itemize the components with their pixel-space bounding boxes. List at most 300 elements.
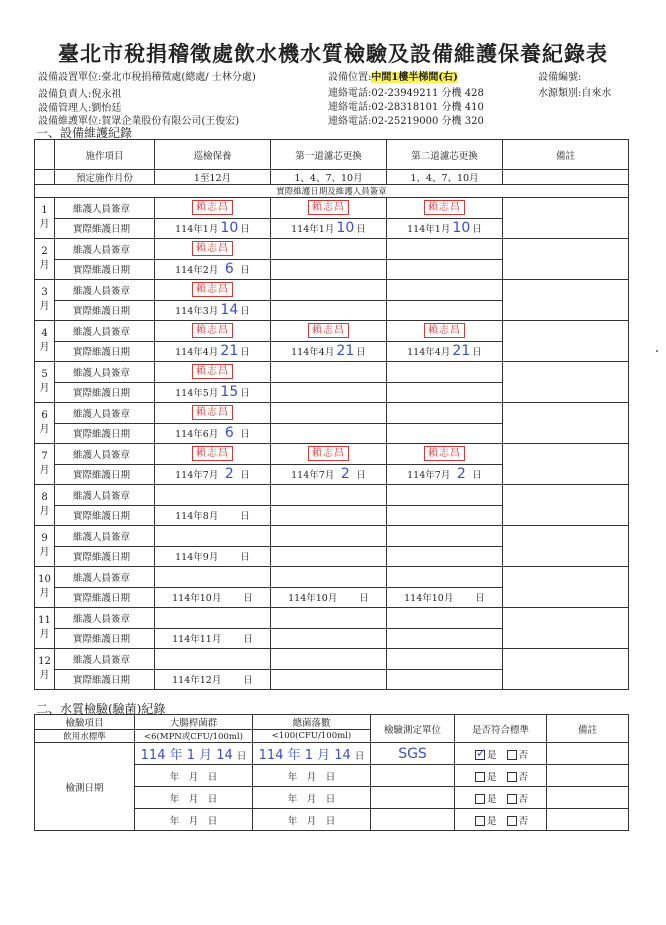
maint-header-1: 巡檢保養 <box>155 140 271 170</box>
date-cell <box>271 669 387 690</box>
sign-cell <box>387 485 503 506</box>
date-cell <box>271 218 387 239</box>
date-cell <box>155 259 271 280</box>
date-text: 114年9月 <box>175 552 219 564</box>
unit-info: 設備設置單位:臺北市稅捐稽徵處(總處/ 士林分處) <box>38 72 256 83</box>
test-date-cell <box>135 765 253 787</box>
maint-header-4: 備註 <box>503 140 629 170</box>
sign-row <box>35 567 629 588</box>
date-cell <box>271 259 387 280</box>
month-number: 2 <box>41 246 48 257</box>
month-unit: 月 <box>39 383 50 394</box>
day-unit: 日 <box>240 429 250 441</box>
schedule-row <box>35 170 629 185</box>
test-date: 年 月 日 <box>287 771 336 783</box>
sign-label: 維護人員簽章 <box>55 321 155 342</box>
date-label: 實際維護日期 <box>55 259 155 280</box>
sign-cell <box>271 362 387 383</box>
water-standard-2: <100(CFU/100ml) <box>253 730 371 743</box>
sign-row <box>35 280 629 301</box>
sign-label: 維護人員簽章 <box>55 403 155 424</box>
no-label: 否 <box>518 771 529 783</box>
phone-3: 連絡電話:02-25219000 分機 320 <box>328 116 484 127</box>
test-date: 年 月 日 <box>287 815 336 827</box>
day-unit: 日 <box>240 224 250 236</box>
date-label: 實際維護日期 <box>55 382 155 403</box>
month-cell <box>35 485 55 526</box>
date-text: 114年4月 <box>407 347 451 359</box>
sign-label: 維護人員簽章 <box>55 608 155 629</box>
month-number: 8 <box>41 492 48 503</box>
sign-cell <box>387 362 503 383</box>
date-text: 114年7月 <box>407 470 451 482</box>
handwritten-day: 2 <box>224 466 234 483</box>
month-unit: 月 <box>39 260 50 271</box>
schedule-label: 預定施作月份 <box>55 170 155 185</box>
day-unit: 日 <box>472 470 482 482</box>
no-checkbox[interactable] <box>507 816 517 826</box>
no-checkbox[interactable] <box>507 772 517 782</box>
date-cell <box>155 341 271 362</box>
sign-row <box>35 526 629 547</box>
sign-cell <box>271 321 387 342</box>
yes-checkbox[interactable] <box>475 816 485 826</box>
remark-cell <box>503 567 629 608</box>
sign-label: 維護人員簽章 <box>55 198 155 219</box>
signature-stamp: 賴志昌 <box>192 200 233 215</box>
remark-cell <box>503 321 629 362</box>
day-unit: 日 <box>472 347 482 359</box>
date-text: 114年8月 <box>175 511 219 523</box>
handwritten-day: 2 <box>456 466 466 483</box>
date-text: 114年11月 <box>172 634 222 646</box>
remark-cell <box>503 198 629 239</box>
date-cell <box>155 628 271 649</box>
sign-cell <box>271 526 387 547</box>
date-cell <box>387 300 503 321</box>
handwritten-day: 10 <box>336 220 355 237</box>
date-cell <box>155 546 271 567</box>
section-maintenance-title: 一、設備維護紀錄 <box>36 126 133 140</box>
owner-info: 設備負責人:倪永祖 <box>38 89 122 100</box>
sign-label: 維護人員簽章 <box>55 280 155 301</box>
day-unit: 日 <box>240 470 250 482</box>
yes-label: 是 <box>486 815 497 827</box>
sign-label: 維護人員簽章 <box>55 362 155 383</box>
date-cell <box>387 423 503 444</box>
month-number: 11 <box>38 615 51 626</box>
date-text: 114年7月 <box>175 470 219 482</box>
water-remark-cell <box>547 809 629 831</box>
handwritten-day: 21 <box>336 343 355 360</box>
test-date-cell <box>253 765 371 787</box>
blank-cell <box>503 170 629 185</box>
month-cell <box>35 526 55 567</box>
signature-stamp: 賴志昌 <box>192 446 233 461</box>
sign-cell <box>155 567 271 588</box>
no-label: 否 <box>518 793 529 805</box>
month-cell <box>35 403 55 444</box>
month-number: 6 <box>41 410 48 421</box>
sign-cell <box>387 198 503 219</box>
day-unit: 日 <box>236 751 247 762</box>
remark-cell <box>503 444 629 485</box>
day-unit: 日 <box>240 388 250 400</box>
signature-stamp: 賴志昌 <box>192 241 233 256</box>
date-label: 實際維護日期 <box>55 300 155 321</box>
day-unit: 日 <box>356 224 366 236</box>
month-unit: 月 <box>39 342 50 353</box>
sign-cell <box>271 198 387 219</box>
subheader-row <box>35 185 629 198</box>
water-header-2: 總菌落數 <box>253 715 371 730</box>
sign-cell <box>271 403 387 424</box>
signature-stamp: 賴志昌 <box>308 323 349 338</box>
date-text: 114年10月 <box>404 593 454 605</box>
lab-cell <box>371 765 455 787</box>
month-cell <box>35 239 55 280</box>
water-remark-cell <box>547 787 629 809</box>
sign-row <box>35 608 629 629</box>
section-water-title: 二、水質檢驗(驗菌)紀錄 <box>36 702 166 716</box>
month-cell <box>35 321 55 362</box>
sign-cell <box>387 567 503 588</box>
water-remark-cell <box>547 743 629 765</box>
date-cell <box>155 587 271 608</box>
schedule-1: 1、4、7、10月 <box>271 170 387 185</box>
date-text: 114年1月 <box>407 224 451 236</box>
test-row <box>35 743 629 765</box>
sign-label: 維護人員簽章 <box>55 444 155 465</box>
date-text: 114年2月 <box>175 265 219 277</box>
sign-row <box>35 239 629 260</box>
lab-cell <box>371 743 455 765</box>
scan-speck <box>656 350 658 352</box>
test-date-cell <box>253 787 371 809</box>
sign-cell <box>387 649 503 670</box>
handwritten-day: 15 <box>220 384 239 401</box>
location-value: 中間1樓半梯間(右) <box>371 72 458 83</box>
location-label: 設備位置: <box>328 72 372 83</box>
maint-subheader: 實際維護日期及維護人員簽章 <box>35 185 629 198</box>
date-cell <box>155 300 271 321</box>
handwritten-day: 6 <box>224 261 234 278</box>
handwritten-day: 14 <box>220 302 239 319</box>
day-unit: 日 <box>243 675 253 687</box>
date-label: 實際維護日期 <box>55 464 155 485</box>
date-cell <box>387 628 503 649</box>
test-date-cell <box>253 743 371 765</box>
sign-cell <box>387 321 503 342</box>
day-unit: 日 <box>240 306 250 318</box>
sign-cell <box>155 485 271 506</box>
handwritten-day: 10 <box>220 220 239 237</box>
maint-header-row <box>35 140 629 170</box>
remark-cell <box>503 403 629 444</box>
test-date-label: 檢測日期 <box>35 743 135 831</box>
date-cell <box>271 341 387 362</box>
remark-cell <box>503 280 629 321</box>
yes-checkbox[interactable] <box>475 750 485 760</box>
water-header-0: 檢驗項目 <box>35 715 135 730</box>
water-header-5: 備註 <box>547 715 629 743</box>
sign-row <box>35 321 629 342</box>
date-cell <box>271 300 387 321</box>
date-label: 實際維護日期 <box>55 669 155 690</box>
sign-cell <box>155 649 271 670</box>
remark-cell <box>503 239 629 280</box>
date-text: 114年10月 <box>288 593 338 605</box>
month-unit: 月 <box>39 588 50 599</box>
sign-cell <box>271 567 387 588</box>
month-unit: 月 <box>39 547 50 558</box>
date-cell <box>387 464 503 485</box>
date-cell <box>387 505 503 526</box>
day-unit: 日 <box>243 593 253 605</box>
date-text: 114年10月 <box>172 593 222 605</box>
day-unit: 日 <box>240 511 250 523</box>
handwritten-day: 2 <box>340 466 350 483</box>
yes-label: 是 <box>486 793 497 805</box>
date-cell <box>271 505 387 526</box>
test-date-cell <box>135 809 253 831</box>
date-cell <box>387 341 503 362</box>
water-source: 水源類別:自來水 <box>538 88 612 99</box>
test-date-cell <box>135 743 253 765</box>
month-cell <box>35 362 55 403</box>
sign-cell <box>387 403 503 424</box>
handwritten-day: 21 <box>220 343 239 360</box>
date-cell <box>155 505 271 526</box>
month-unit: 月 <box>39 219 50 230</box>
yes-checkbox[interactable] <box>475 772 485 782</box>
month-number: 10 <box>38 574 51 585</box>
sign-row <box>35 198 629 219</box>
sign-cell <box>155 198 271 219</box>
month-unit: 月 <box>39 506 50 517</box>
date-text: 114年6月 <box>175 429 219 441</box>
date-cell <box>271 423 387 444</box>
lab-name: SGS <box>398 745 427 762</box>
no-checkbox[interactable] <box>507 750 517 760</box>
form-title: 臺北市稅捐稽徵處飲水機水質檢驗及設備維護保養紀錄表 <box>58 41 608 66</box>
test-date: 年 月 日 <box>287 793 336 805</box>
test-date-cell <box>253 809 371 831</box>
compliance-cell <box>455 787 547 809</box>
location-info <box>328 68 458 83</box>
date-label: 實際維護日期 <box>55 218 155 239</box>
sign-label: 維護人員簽章 <box>55 485 155 506</box>
lab-cell <box>371 787 455 809</box>
date-text: 114年3月 <box>175 306 219 318</box>
compliance-cell <box>455 809 547 831</box>
day-unit: 日 <box>354 751 365 762</box>
test-date: 年 月 日 <box>169 793 218 805</box>
month-number: 4 <box>41 328 48 339</box>
yes-checkbox[interactable] <box>475 794 485 804</box>
water-standard-0: 飲用水標準 <box>35 730 135 743</box>
remark-cell <box>503 485 629 526</box>
handwritten-day: 10 <box>452 220 471 237</box>
vendor-info: 設備維護單位:賀眾企業股份有限公司(王俊宏) <box>38 116 240 127</box>
compliance-cell <box>455 743 547 765</box>
lab-cell <box>371 809 455 831</box>
sign-cell <box>155 280 271 301</box>
date-text: 114年1月 <box>291 224 335 236</box>
sign-cell <box>387 280 503 301</box>
sign-cell <box>155 608 271 629</box>
signature-stamp: 賴志昌 <box>192 323 233 338</box>
signature-stamp: 賴志昌 <box>424 323 465 338</box>
sign-cell <box>271 649 387 670</box>
water-header-3: 檢驗測定單位 <box>371 715 455 743</box>
date-cell <box>271 382 387 403</box>
test-date: 114 年 1 月 14 <box>258 748 351 763</box>
month-number: 12 <box>38 656 51 667</box>
sign-cell <box>155 526 271 547</box>
month-number: 7 <box>41 451 48 462</box>
no-checkbox[interactable] <box>507 794 517 804</box>
phone-2: 連絡電話:02-28318101 分機 410 <box>328 102 484 113</box>
equipment-number: 設備編號: <box>538 72 582 83</box>
sign-cell <box>271 444 387 465</box>
signature-stamp: 賴志昌 <box>424 200 465 215</box>
date-text: 114年4月 <box>291 347 335 359</box>
sign-row <box>35 362 629 383</box>
date-text: 114年1月 <box>175 224 219 236</box>
sign-cell <box>155 444 271 465</box>
handwritten-day: 21 <box>452 343 471 360</box>
month-number: 3 <box>41 287 48 298</box>
month-number: 5 <box>41 369 48 380</box>
yes-label: 是 <box>486 749 497 761</box>
date-cell <box>387 546 503 567</box>
date-label: 實際維護日期 <box>55 423 155 444</box>
month-cell <box>35 198 55 239</box>
day-unit: 日 <box>359 593 369 605</box>
water-standard-1: <6(MPN或CFU/100ml) <box>135 730 253 743</box>
no-label: 否 <box>518 815 529 827</box>
test-date: 年 月 日 <box>169 815 218 827</box>
date-label: 實際維護日期 <box>55 587 155 608</box>
maintenance-table <box>34 139 629 690</box>
sign-cell <box>271 608 387 629</box>
date-cell <box>387 669 503 690</box>
day-unit: 日 <box>472 224 482 236</box>
date-cell <box>155 464 271 485</box>
month-unit: 月 <box>39 301 50 312</box>
remark-cell <box>503 649 629 690</box>
sign-cell <box>155 321 271 342</box>
yes-label: 是 <box>486 771 497 783</box>
date-label: 實際維護日期 <box>55 505 155 526</box>
schedule-0: 1至12月 <box>155 170 271 185</box>
signature-stamp: 賴志昌 <box>424 446 465 461</box>
date-text: 114年5月 <box>175 388 219 400</box>
month-number: 9 <box>41 533 48 544</box>
blank-cell <box>35 170 55 185</box>
compliance-cell <box>455 765 547 787</box>
month-unit: 月 <box>39 629 50 640</box>
handwritten-day: 6 <box>224 425 234 442</box>
blank-cell <box>35 140 55 170</box>
date-cell <box>271 628 387 649</box>
date-text: 114年4月 <box>175 347 219 359</box>
sign-cell <box>387 444 503 465</box>
signature-stamp: 賴志昌 <box>192 364 233 379</box>
month-unit: 月 <box>39 424 50 435</box>
date-label: 實際維護日期 <box>55 628 155 649</box>
day-unit: 日 <box>243 634 253 646</box>
signature-stamp: 賴志昌 <box>308 446 349 461</box>
maint-header-2: 第一道濾芯更換 <box>271 140 387 170</box>
date-cell <box>387 259 503 280</box>
water-remark-cell <box>547 765 629 787</box>
no-label: 否 <box>518 749 529 761</box>
remark-cell <box>503 362 629 403</box>
date-text: 114年7月 <box>291 470 335 482</box>
water-test-table <box>34 714 629 831</box>
month-cell <box>35 280 55 321</box>
signature-stamp: 賴志昌 <box>192 405 233 420</box>
date-label: 實際維護日期 <box>55 341 155 362</box>
month-cell <box>35 649 55 690</box>
date-cell <box>271 464 387 485</box>
sign-cell <box>271 239 387 260</box>
date-text: 114年12月 <box>172 675 222 687</box>
sign-row <box>35 444 629 465</box>
test-date-cell <box>135 787 253 809</box>
day-unit: 日 <box>356 347 366 359</box>
sign-cell <box>271 280 387 301</box>
sign-label: 維護人員簽章 <box>55 239 155 260</box>
month-cell <box>35 608 55 649</box>
day-unit: 日 <box>240 347 250 359</box>
date-cell <box>155 423 271 444</box>
test-date: 114 年 1 月 14 <box>140 748 233 763</box>
month-number: 1 <box>41 205 48 216</box>
test-date: 年 月 日 <box>169 771 218 783</box>
date-cell <box>387 587 503 608</box>
sign-cell <box>387 608 503 629</box>
date-cell <box>271 546 387 567</box>
sign-cell <box>387 526 503 547</box>
sign-cell <box>387 239 503 260</box>
month-cell <box>35 444 55 485</box>
signature-stamp: 賴志昌 <box>308 200 349 215</box>
remark-cell <box>503 608 629 649</box>
date-label: 實際維護日期 <box>55 546 155 567</box>
sign-row <box>35 649 629 670</box>
sign-label: 維護人員簽章 <box>55 567 155 588</box>
date-cell <box>155 382 271 403</box>
date-cell <box>387 218 503 239</box>
day-unit: 日 <box>240 552 250 564</box>
manager-info: 設備管理人:劉怡廷 <box>38 103 122 114</box>
sign-label: 維護人員簽章 <box>55 526 155 547</box>
day-unit: 日 <box>475 593 485 605</box>
sign-row <box>35 485 629 506</box>
schedule-2: 1、4、7、10月 <box>387 170 503 185</box>
water-header-row <box>35 715 629 730</box>
maint-header-3: 第二道濾芯更換 <box>387 140 503 170</box>
month-cell <box>35 567 55 608</box>
phone-1: 連絡電話:02-23949211 分機 428 <box>328 88 484 99</box>
sign-cell <box>155 362 271 383</box>
water-header-1: 大腸桿菌群 <box>135 715 253 730</box>
date-cell <box>271 587 387 608</box>
date-cell <box>155 669 271 690</box>
